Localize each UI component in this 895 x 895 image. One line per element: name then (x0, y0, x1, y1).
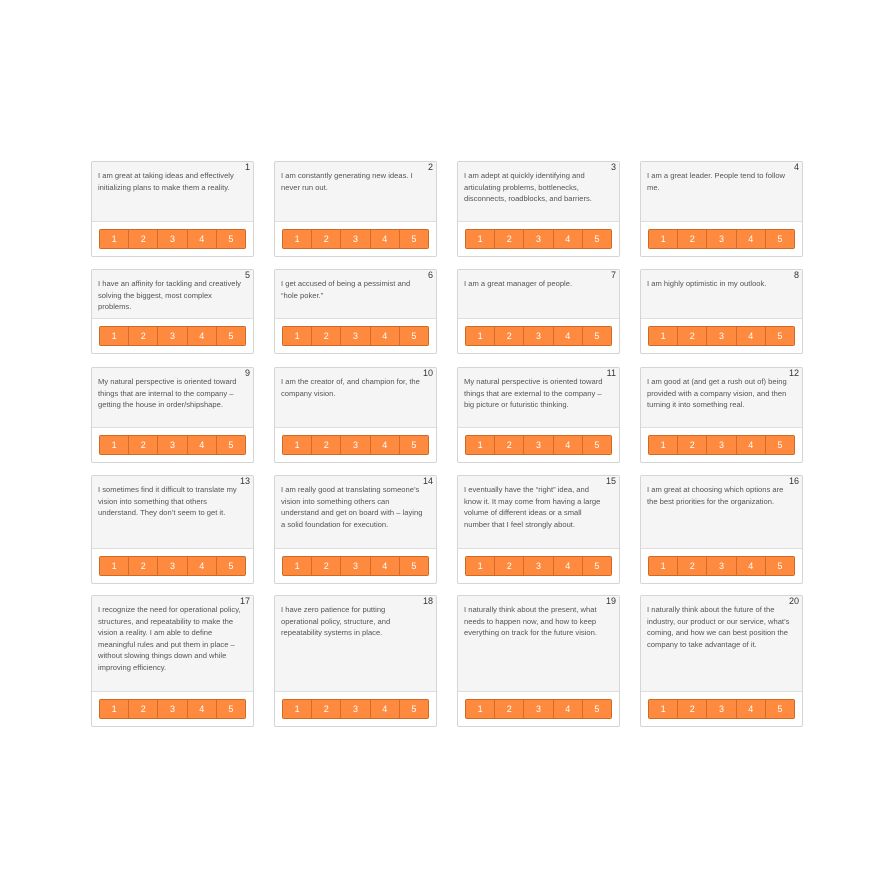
rating-button-2[interactable]: 2 (312, 230, 341, 248)
statement-card (91, 161, 254, 257)
rating-button-5[interactable]: 5 (400, 436, 428, 454)
rating-button-2[interactable]: 2 (495, 327, 524, 345)
statement-card (91, 475, 254, 584)
statement-header (458, 270, 619, 319)
rating-scale (99, 556, 246, 576)
statement-card (457, 269, 620, 354)
rating-button-3[interactable]: 3 (707, 557, 736, 575)
rating-button-3[interactable]: 3 (158, 436, 187, 454)
statement-header (458, 162, 619, 222)
rating-button-3[interactable]: 3 (707, 327, 736, 345)
statement-card (640, 269, 803, 354)
statement-header (275, 476, 436, 549)
statement-header (641, 270, 802, 319)
rating-button-3[interactable]: 3 (341, 327, 370, 345)
statement-number: 14 (422, 476, 433, 486)
rating-button-5[interactable]: 5 (400, 327, 428, 345)
rating-scale (465, 229, 612, 249)
statement-text: I naturally think about the future of the industry, our product or our service, what’s coming, and how we can best position the company to take advantage of it. (647, 605, 790, 649)
statement-card (457, 475, 620, 584)
rating-button-2[interactable]: 2 (678, 700, 707, 718)
rating-scale (465, 435, 612, 455)
statement-number: 16 (788, 476, 799, 486)
statement-card (640, 161, 803, 257)
rating-scale (99, 435, 246, 455)
rating-button-3[interactable]: 3 (524, 700, 553, 718)
statement-text: I am great at taking ideas and effectively initializing plans to make them a reality. (98, 171, 234, 192)
statement-text: My natural perspective is oriented toward things that are internal to the company – getting the house in order/shipshape. (98, 377, 237, 409)
statement-header (641, 596, 802, 692)
rating-button-1[interactable]: 1 (466, 700, 495, 718)
statement-card (274, 595, 437, 727)
rating-button-4[interactable]: 4 (188, 230, 217, 248)
statement-card (274, 161, 437, 257)
rating-button-3[interactable]: 3 (158, 230, 187, 248)
statement-card (457, 367, 620, 463)
rating-button-1[interactable]: 1 (283, 230, 312, 248)
rating-button-4[interactable]: 4 (188, 436, 217, 454)
rating-button-5[interactable]: 5 (583, 436, 611, 454)
rating-button-5[interactable]: 5 (583, 327, 611, 345)
rating-button-2[interactable]: 2 (678, 230, 707, 248)
rating-button-1[interactable]: 1 (649, 436, 678, 454)
rating-scale (282, 699, 429, 719)
rating-button-3[interactable]: 3 (707, 700, 736, 718)
statement-header (275, 162, 436, 222)
rating-button-4[interactable]: 4 (737, 700, 766, 718)
statement-card (91, 269, 254, 354)
statement-text: I recognize the need for operational policy, structures, and repeatability to make the vision a reality. I am able to define meaningful rules and put them in place – without slowing things down and while improving efficiency. (98, 605, 241, 672)
statement-number: 10 (422, 368, 433, 378)
statement-header (641, 368, 802, 428)
rating-scale (648, 326, 795, 346)
rating-scale (648, 699, 795, 719)
rating-button-2[interactable]: 2 (129, 436, 158, 454)
rating-button-4[interactable]: 4 (737, 230, 766, 248)
rating-button-3[interactable]: 3 (341, 700, 370, 718)
statement-header (458, 368, 619, 428)
statement-card (457, 161, 620, 257)
rating-button-1[interactable]: 1 (649, 230, 678, 248)
statement-card (91, 595, 254, 727)
rating-button-4[interactable]: 4 (554, 327, 583, 345)
rating-scale (99, 326, 246, 346)
rating-button-2[interactable]: 2 (678, 327, 707, 345)
rating-button-4[interactable]: 4 (554, 700, 583, 718)
statement-number: 20 (788, 596, 799, 606)
rating-button-4[interactable]: 4 (188, 557, 217, 575)
statement-header (275, 368, 436, 428)
statement-card (457, 595, 620, 727)
rating-button-3[interactable]: 3 (341, 230, 370, 248)
rating-button-4[interactable]: 4 (371, 327, 400, 345)
statement-number: 11 (606, 368, 616, 378)
statement-header (275, 270, 436, 319)
statement-number: 8 (793, 270, 799, 280)
rating-button-1[interactable]: 1 (466, 230, 495, 248)
statement-card (640, 475, 803, 584)
rating-button-1[interactable]: 1 (649, 700, 678, 718)
rating-button-3[interactable]: 3 (341, 436, 370, 454)
statement-text: I am a great manager of people. (464, 279, 573, 288)
statement-header (275, 596, 436, 692)
rating-button-4[interactable]: 4 (737, 327, 766, 345)
rating-button-5[interactable]: 5 (217, 436, 245, 454)
statement-header (458, 476, 619, 549)
rating-button-4[interactable]: 4 (737, 436, 766, 454)
rating-button-2[interactable]: 2 (495, 436, 524, 454)
rating-button-1[interactable]: 1 (100, 230, 129, 248)
rating-button-3[interactable]: 3 (524, 327, 553, 345)
rating-button-2[interactable]: 2 (495, 700, 524, 718)
rating-button-4[interactable]: 4 (371, 230, 400, 248)
rating-button-3[interactable]: 3 (158, 557, 187, 575)
statement-number: 2 (427, 162, 433, 172)
rating-button-4[interactable]: 4 (554, 436, 583, 454)
rating-button-1[interactable]: 1 (649, 557, 678, 575)
rating-button-2[interactable]: 2 (129, 327, 158, 345)
rating-scale (282, 326, 429, 346)
rating-button-4[interactable]: 4 (371, 700, 400, 718)
statement-text: I have an affinity for tackling and creatively solving the biggest, most complex problems. (98, 279, 241, 311)
rating-scale (648, 229, 795, 249)
rating-button-3[interactable]: 3 (524, 557, 553, 575)
rating-scale (99, 699, 246, 719)
rating-button-1[interactable]: 1 (466, 557, 495, 575)
rating-button-3[interactable]: 3 (158, 700, 187, 718)
statement-number: 6 (427, 270, 433, 280)
statement-text: I sometimes find it difficult to translate my vision into something that others understand. They don’t seem to get it. (98, 485, 237, 517)
rating-button-1[interactable]: 1 (466, 436, 495, 454)
rating-scale (99, 229, 246, 249)
statement-number: 7 (610, 270, 616, 280)
rating-button-5[interactable]: 5 (583, 230, 611, 248)
statement-number: 15 (605, 476, 616, 486)
rating-button-1[interactable]: 1 (283, 557, 312, 575)
statement-number: 18 (422, 596, 433, 606)
statement-number: 12 (788, 368, 799, 378)
statement-number: 9 (244, 368, 250, 378)
statement-text: I have zero patience for putting operational policy, structure, and repeatability systems in place. (281, 605, 391, 637)
rating-button-5[interactable]: 5 (217, 557, 245, 575)
statement-header (92, 596, 253, 692)
statement-text: I naturally think about the present, what needs to happen now, and how to keep everything on track for the future vision. (464, 605, 597, 637)
rating-button-3[interactable]: 3 (524, 436, 553, 454)
rating-button-1[interactable]: 1 (283, 700, 312, 718)
statement-header (92, 270, 253, 319)
rating-scale (648, 435, 795, 455)
rating-button-2[interactable]: 2 (312, 436, 341, 454)
statement-number: 17 (239, 596, 250, 606)
rating-button-1[interactable]: 1 (100, 436, 129, 454)
statement-text: I get accused of being a pessimist and “hole poker.” (281, 279, 411, 300)
statement-number: 13 (239, 476, 250, 486)
rating-button-2[interactable]: 2 (678, 557, 707, 575)
rating-button-2[interactable]: 2 (129, 230, 158, 248)
rating-button-5[interactable]: 5 (583, 557, 611, 575)
rating-button-4[interactable]: 4 (554, 230, 583, 248)
statement-text: I am a great leader. People tend to follow me. (647, 171, 786, 192)
rating-button-5[interactable]: 5 (400, 230, 428, 248)
rating-button-5[interactable]: 5 (400, 700, 428, 718)
rating-button-2[interactable]: 2 (495, 230, 524, 248)
statement-header (458, 596, 619, 692)
rating-button-3[interactable]: 3 (707, 230, 736, 248)
rating-button-4[interactable]: 4 (737, 557, 766, 575)
rating-scale (465, 326, 612, 346)
rating-button-4[interactable]: 4 (188, 700, 217, 718)
statement-card (91, 367, 254, 463)
rating-button-3[interactable]: 3 (158, 327, 187, 345)
statement-number: 5 (244, 270, 250, 280)
rating-button-5[interactable]: 5 (766, 700, 794, 718)
statement-number: 3 (610, 162, 616, 172)
statement-text: I eventually have the “right” idea, and know it. It may come from having a large volume of different ideas or a small number that I feel strongly about. (464, 485, 601, 529)
statement-text: My natural perspective is oriented toward things that are external to the company – big picture or futuristic thinking. (464, 377, 603, 409)
rating-button-5[interactable]: 5 (766, 557, 794, 575)
rating-button-1[interactable]: 1 (466, 327, 495, 345)
rating-button-5[interactable]: 5 (766, 436, 794, 454)
statement-text: I am the creator of, and champion for, the company vision. (281, 377, 420, 398)
rating-scale (282, 556, 429, 576)
rating-scale (282, 229, 429, 249)
statement-header (641, 162, 802, 222)
statement-text: I am highly optimistic in my outlook. (647, 279, 767, 288)
statement-text: I am great at choosing which options are the best priorities for the organization. (647, 485, 784, 506)
statement-card (274, 269, 437, 354)
rating-button-2[interactable]: 2 (495, 557, 524, 575)
rating-scale (465, 556, 612, 576)
rating-scale (465, 699, 612, 719)
rating-button-3[interactable]: 3 (341, 557, 370, 575)
rating-button-5[interactable]: 5 (217, 230, 245, 248)
rating-button-4[interactable]: 4 (371, 436, 400, 454)
rating-button-1[interactable]: 1 (100, 700, 129, 718)
statement-header (92, 476, 253, 549)
statement-card (274, 475, 437, 584)
statement-header (641, 476, 802, 549)
statement-header (92, 162, 253, 222)
rating-button-4[interactable]: 4 (188, 327, 217, 345)
statement-card (640, 367, 803, 463)
rating-button-5[interactable]: 5 (400, 557, 428, 575)
rating-button-4[interactable]: 4 (371, 557, 400, 575)
statement-text: I am really good at translating someone’s vision into something others can understand and get on board with – laying a solid foundation for execution. (281, 485, 423, 529)
rating-button-2[interactable]: 2 (129, 700, 158, 718)
rating-button-2[interactable]: 2 (312, 327, 341, 345)
rating-button-3[interactable]: 3 (707, 436, 736, 454)
rating-button-1[interactable]: 1 (283, 327, 312, 345)
statement-card (640, 595, 803, 727)
rating-button-4[interactable]: 4 (554, 557, 583, 575)
rating-button-5[interactable]: 5 (583, 700, 611, 718)
rating-button-1[interactable]: 1 (100, 557, 129, 575)
statement-text: I am adept at quickly identifying and articulating problems, bottlenecks, disconnects, roadblocks, and barriers. (464, 171, 592, 203)
rating-scale (282, 435, 429, 455)
rating-button-3[interactable]: 3 (524, 230, 553, 248)
rating-button-1[interactable]: 1 (100, 327, 129, 345)
statement-text: I am good at (and get a rush out of) being provided with a company vision, and then turning it into something real. (647, 377, 787, 409)
rating-button-5[interactable]: 5 (217, 327, 245, 345)
rating-button-5[interactable]: 5 (217, 700, 245, 718)
rating-button-1[interactable]: 1 (283, 436, 312, 454)
rating-button-5[interactable]: 5 (766, 327, 794, 345)
rating-button-2[interactable]: 2 (678, 436, 707, 454)
statement-number: 4 (793, 162, 799, 172)
rating-scale (648, 556, 795, 576)
statement-number: 1 (244, 162, 250, 172)
rating-button-2[interactable]: 2 (312, 700, 341, 718)
rating-button-2[interactable]: 2 (129, 557, 158, 575)
rating-button-1[interactable]: 1 (649, 327, 678, 345)
statement-text: I am constantly generating new ideas. I never run out. (281, 171, 413, 192)
statement-number: 19 (605, 596, 616, 606)
rating-button-5[interactable]: 5 (766, 230, 794, 248)
statement-header (92, 368, 253, 428)
statement-card (274, 367, 437, 463)
rating-button-2[interactable]: 2 (312, 557, 341, 575)
